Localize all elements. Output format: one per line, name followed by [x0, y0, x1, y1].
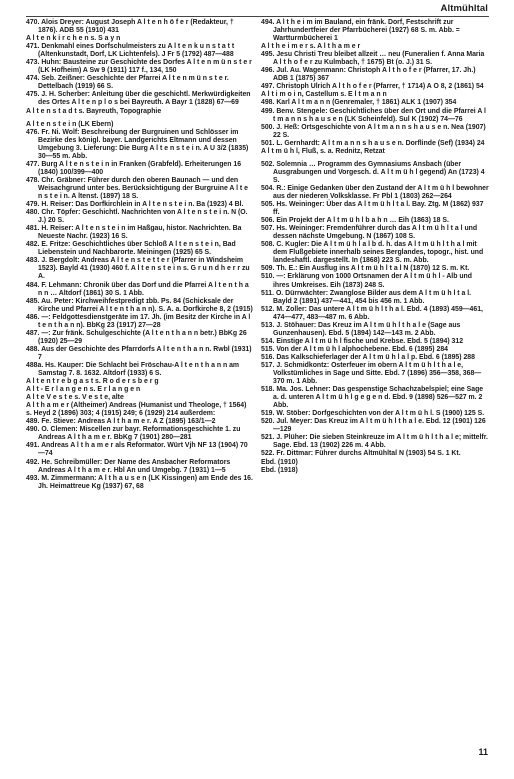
- section-heading: A l t e n s t e i n (LK Ebern): [26, 120, 114, 128]
- bibliography-entry: 509. Th. E.: Ein Ausflug ins A l t m ü h l t a l N (1870) 12 S. m. Kt.: [261, 265, 470, 273]
- page-number: 11: [478, 747, 488, 757]
- bibliography-entry: 492. He. Schreibmüller: Der Name des Ansbacher Reformators Andreas A l t h a m e r. Hbl An und Umgebg. 7 (1931) 1—5: [26, 458, 231, 474]
- bibliography-entry: 494. A l t h e i m im Bauland, ein fränk. Dorf, Festschrift zur Jahrhundertfeier der Pfarrbücherei (1927) 68 S. m. Abb. = Wartturmbücherei 1: [261, 19, 460, 43]
- bibliography-entry: 480. Chr. Töpfer: Geschichtl. Nachrichten von A l t e n s t e i n. N (O. J.) 20 S.: [26, 209, 248, 225]
- bibliography-entry: 519. W. Stöber: Dorfgeschichten von der A l t m ü h l. S (1900) 125 S.: [261, 410, 485, 418]
- bibliography-entry: 504. R.: Einige Gedanken über den Zustand der A l t m ü h l bewohner aus der niederen Volksklasse. Fr Pbl 1 (1803) 262—264: [261, 184, 489, 200]
- bibliography-entry: 517. J. Schmidkontz: Osterfeuer im obern A l t m ü h l t h a l e, Volkstümliches in Sage und Sitte. Ebd. 7 (1896) 356—358, 368—370 m. 1 Abb.: [261, 361, 482, 386]
- cross-reference-entry: A l t h e i m e r s. A l t h a m e r: [261, 43, 361, 51]
- bibliography-entry: 473. Huhn: Bausteine zur Geschichte des Dorfes A l t e n m ü n s t e r (LK Hofheim) A Sw 9 (1911) 117 f., 134, 150: [26, 59, 252, 75]
- cross-reference-entry: A l t - E r l a n g e n s. E r l a n g e n: [26, 386, 141, 394]
- bibliography-entry: 506. Ein Projekt der A l t m ü h l b a h n … Eih (1863) 18 S.: [261, 217, 449, 225]
- bibliography-entry: 513. J. Stöhauer: Das Kreuz im A l t m ü h l t h a l e (Sage aus Gunzenhausen). Ebd. 5 (1894) 142—143 m. 2 Abb.: [261, 321, 461, 337]
- header-rule: [26, 16, 489, 17]
- bibliography-entry: 520. Jul. Meyer: Das Kreuz im A l t m ü h l t h a l e. Ebd. 12 (1901) 126—129: [261, 418, 486, 434]
- bibliography-entry: 514. Einstige A l t m ü h l fische und Krebse. Ebd. 5 (1894) 312: [261, 337, 464, 345]
- bibliography-entry: 505. Hs. Weininger: Über das A l t m ü h l t a l. Bay. Ztg. M (1862) 937 ff.: [261, 201, 484, 217]
- bibliography-entry: 485. Au. Peter: Kirchweihfestpredigt ɪbb. Ps. 84 (Schicksale der Kirche und Pfarrei A l t e n t h a n n). S. A. a. Dorfkirche 8, 2 (1915): [26, 297, 253, 313]
- bibliography-entry: 491. Andreas A l t h a m e r als Reformator. Würt Vjh NF 13 (1904) 70—74: [26, 442, 248, 458]
- right-column: [261, 19, 489, 475]
- bibliography-entry: 474. Seb. Zeißner: Geschichte der Pfarrei A l t e n m ü n s t e r. Dettelbach (1919) 66 S.: [26, 75, 229, 91]
- bibliography-entry: 488. Aus der Geschichte des Pfarrdorfs A l t e n t h a n n. Rwbl (1931) 7: [26, 345, 252, 361]
- bibliography-entry: 488a. Hs. Kauper: Die Schlacht bei Fröschau-A l t e n t h a n n am Samstag 7. 8. 1632. Altdorf (1933) 6 S.: [26, 361, 240, 378]
- bibliography-entry: 507. Hs. Weininger: Fremdenführer durch das A l t m ü h l t a l und dessen nächste Umgebung. N (1867) 108 S.: [261, 225, 478, 241]
- cross-reference-entry: A l t e V e s t e s. V e s t e, alte: [26, 394, 124, 402]
- bibliography-entry: 481. H. Reiser: A l t e n s t e i n im Haßgau, histor. Nachrichten. Ba Neueste Nachr. (1923) 16 S.: [26, 225, 242, 241]
- bibliography-entry: 516. Das Kalkschieferlager der A l t m ü h l a l p. Ebd. 6 (1895) 288: [261, 353, 475, 361]
- bibliography-entry: 522. Fr. Dittmar: Führer durchs Altmühltal N (1903) 54 S. 1 Kt.: [261, 450, 461, 458]
- cross-reference-entry: Ebd. (1918): [261, 466, 298, 474]
- bibliography-entry: 511. O. Dürrwächter: Zwanglose Bilder aus dem A l t m ü h l t a l. Bayld 2 (1891) 437—441, 454 bis 456 m. 1 Abb.: [261, 289, 472, 305]
- bibliography-entry: 502. Solemnia … Programm des Gymnasiums Ansbach (über Ausgrabungen und Vorgesch. d. A l t m ü h l gegend) An (1723) 4 S.: [261, 160, 485, 184]
- bibliography-entry: 482. E. Fritze: Geschichtliches über Schloß A l t e n s t e i n, Bad Liebenstein und Nachbarorte. Meiningen (1925) 65 S.: [26, 241, 236, 257]
- bibliography-entry: 489. Fe. Stieve: Andreas A l t h a m e r. A Z (1895) 163/1—2: [26, 418, 216, 426]
- bibliography-entry: 483. J. Bergdolt: Andreas A l t e n s t e t t e r (Pfarrer in Windsheim 1523). Bayld 41 (1930) 460 f. A l t e n s t e i n s. G r u n d h e r r zu A.: [26, 257, 250, 281]
- bibliography-entry: 475. J. H. Scherber: Anleitung über die geschichtl. Merkwürdigkeiten des Ortes A l t e n p l o s bei Bayreuth. A Bayr 1 (1828) 67—69: [26, 91, 251, 107]
- bibliography-entry: 484. F. Lehmann: Chronik über das Dorf und die Pfarrei A l t e n t h a n n … Altdorf (1861) 30 S. 1 Abb.: [26, 281, 249, 297]
- bibliography-entry: 487. —: Zur fränk. Schulgeschichte (A l t e n t h a n n betr.) BbKg 26 (1920) 25—29: [26, 329, 247, 345]
- bibliography-entry: 497. Christoph Ulrich A l t h o f e r (Pfarrer, † 1714) A O 8, 2 (1861) 54: [261, 83, 484, 91]
- bibliography-entry: 496. Jul. Au. Wagenmann: Christoph A l t h o f e r (Pfarrer, 17. Jh.) ADB 1 (1875) 367: [261, 67, 476, 83]
- cross-reference-entry: A l t h a m e r (Altheimer) Andreas (Humanist und Theologe, † 1564) s. Heyd 2 (1896) 303; 4 (1915) 249; 6 (1929) 214 außerdem:: [26, 402, 247, 418]
- bibliography-entry: 518. Ma. Jos. Lehner: Das gespenstige Schachzabelspiel; eine Sage a. d. unteren A l t m ü h l g e g e n d. Ebd. 9 (1898) 526—527 m. 2 Abb.: [261, 386, 484, 410]
- cross-reference-entry: A l t e n k i r c h e n s. S a y n: [26, 35, 121, 43]
- bibliography-entry: 500. J. Heß: Ortsgeschichte von A l t m a n n s h a u s e n. Nea (1907) 22 S.: [261, 123, 486, 139]
- bibliography-entry: 501. L. Gernhardt: A l t m a n n s h a u s e n. Dorflinde (Sef) (1934) 24: [261, 139, 485, 147]
- cross-reference-entry: A l t e n t r e b g a s t s. R o d e r s b e r g: [26, 378, 159, 386]
- bibliography-entry: 479. H. Reiser: Das Dorfkirchlein in A l t e n s t e i n. Ba (1923) 4 Bl.: [26, 201, 244, 209]
- bibliography-entry: 486. —: Feldgottesdienstgeräte im 17. Jh. (im Besitz der Kirche in A l t e n t h a n n). BbKg 23 (1917) 27—28: [26, 313, 251, 329]
- bibliography-entry: 498. Karl A l t m a n n (Genremaler, † 1861) ALK 1 (1907) 354: [261, 99, 457, 107]
- running-header: Altmühltal: [440, 3, 488, 14]
- bibliography-entry: 476. Fr. Ni. Wolf: Beschreibung der Burgruinen und Schlösser im Bezirke des königl. bayer. Landgerichts Eltmann und dessen Umgebung 3. Lieferung: Die Burg A l t e n s t e i n. A U 3/2 (1835) 30—55 m. Abb.: [26, 128, 249, 160]
- bibliography-entry: 508. C. Kugler: Die A l t m ü h l a l b d. h. das A l t m ü h l t h a l mit dem Flußgebiete innerhalb seines Berglandes, topogr., hist. und landeshaftl. dargestellt. In (1868) 223 S. m. Abb.: [261, 241, 484, 265]
- bibliography-entry: 478. Chr. Gräbner: Führer durch den oberen Baunach — und den Weisachgrund unter bes. Berücksichtigung der Burgruine A l t e n s t e i n. A ltenst. (1897) 18 S.: [26, 176, 248, 200]
- bibliography-entry: 490. O. Clemen: Miscellen zur bayr. Reformationsgeschichte 1. zu Andreas A l t h a m e r. BbKg 7 (1901) 280—281: [26, 426, 241, 442]
- left-column: [26, 19, 254, 491]
- bibliography-entry: 495. Jesu Christi Treu bleibet allzeit … neu (Funeralien f. Anna Maria A l t h o f e r zu Kulmbach, † 1675) Bt (o. J.) 31 S.: [261, 51, 485, 67]
- bibliography-entry: 499. Benv. Stengele: Geschichtliches über den Ort und die Pfarrei A l t m a n n s h a u s e n (LK Scheinfeld). Sul K (1902) 74—76: [261, 107, 486, 123]
- cross-reference-entry: A l t i m o i n, Castellum s. E l t m a n n: [261, 91, 387, 99]
- cross-reference-entry: A l t e n s t a d t s. Bayreuth, Topographie: [26, 107, 162, 115]
- bibliography-entry: 471. Denkmahl eines Dorfschulmeisters zu A l t e n k u n s t a t t (Altenkunstadt, Dorf, LK Lichtenfels). J Fr 5 (1792) 487—488: [26, 43, 235, 59]
- bibliography-entry: 470. Alois Dreyer: August Joseph A l t e n h ö f e r (Redakteur, † 1876). ADB 55 (1910) 431: [26, 19, 234, 35]
- bibliography-entry: 515. Von der A l t m ü h l alphochebene. Ebd. 6 (1895) 284: [261, 345, 448, 353]
- bibliography-entry: 510. —: Erklärung von 1000 Ortsnamen der A l t m ü h l - Alb und ihres Umkreises. Eih (1873) 248 S.: [261, 273, 472, 289]
- bibliography-entry: 477. Burg A l t e n s t e i n in Franken (Grabfeld). Erheiterungen 16 (1840) 100/399—400: [26, 160, 242, 176]
- cross-reference-entry: A l t m ü h l, Fluß, s. a. Rednitz, Retzat: [261, 147, 385, 155]
- bibliography-entry: 512. M. Zoller: Das untere A l t m ü h l t h a l. Ebd. 4 (1893) 459—461, 474—477, 483—487 m. 6 Abb.: [261, 305, 483, 321]
- bibliography-entry: 521. J. Plüher: Die sieben Steinkreuze im A l t m ü h l t h a l e; mittelfr. Sage. Ebd. 13 (1902) 226 m. 4 Abb.: [261, 434, 488, 450]
- cross-reference-entry: Ebd. (1910): [261, 458, 298, 466]
- bibliography-entry: 493. M. Zimmermann: A l t h a u s e n (LK Kissingen) am Ende des 16. Jh. Heimattreue Kg (1937) 67, 68: [26, 474, 253, 490]
